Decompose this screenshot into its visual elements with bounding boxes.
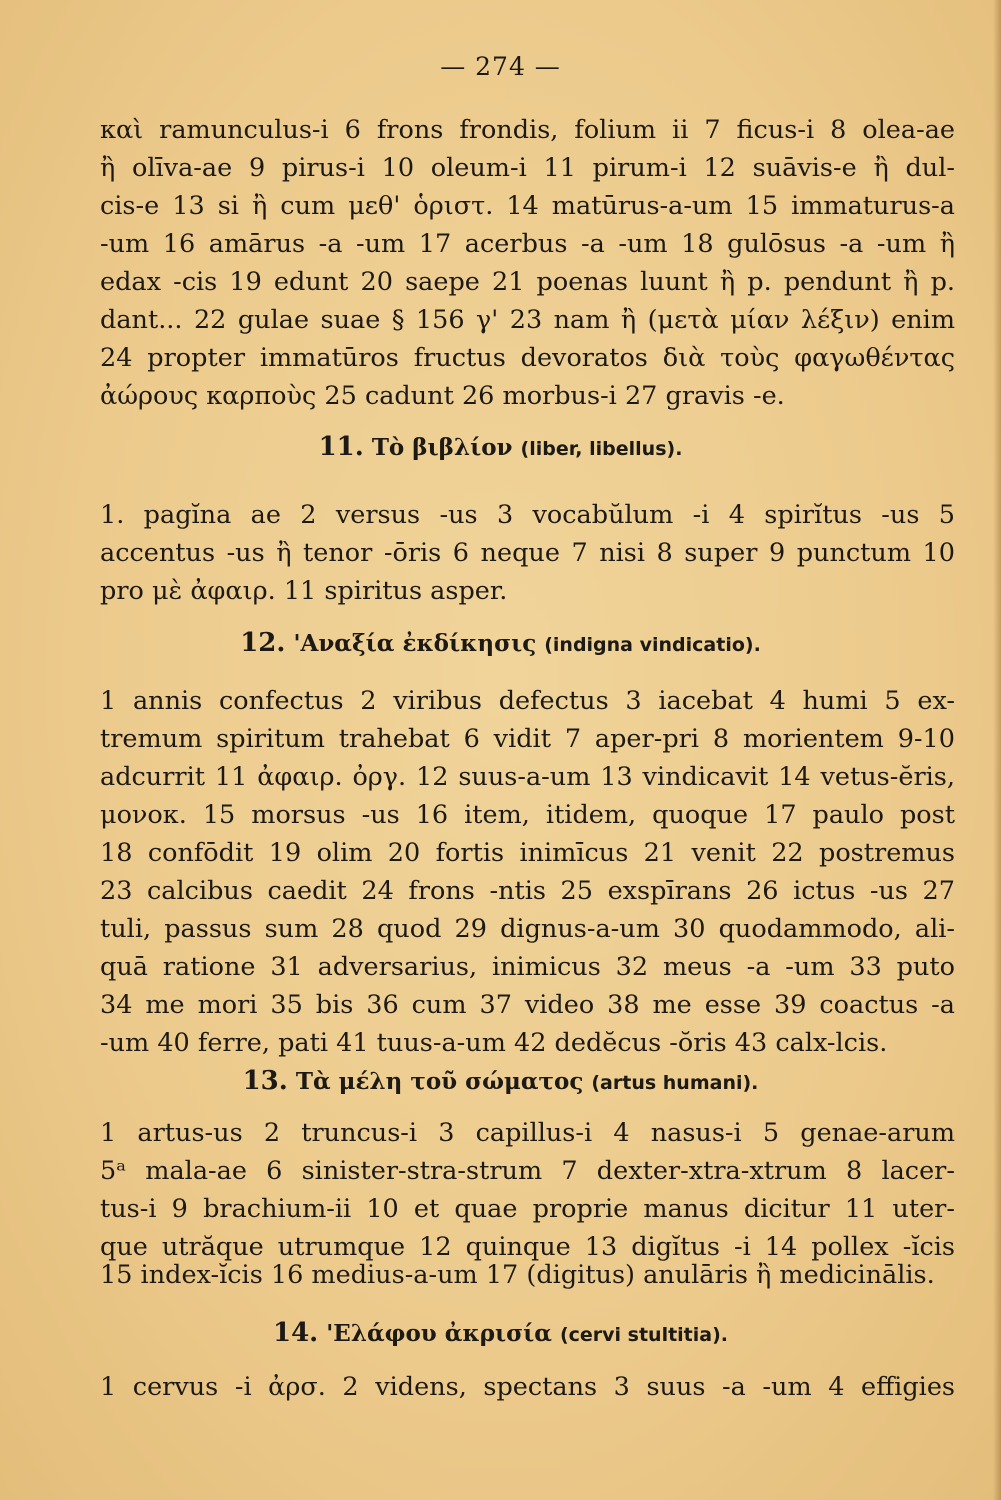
text-line: tuli, passus sum 28 quod 29 dignus-a-um 30 quodammodo, ali- xyxy=(100,914,955,944)
text-line: -um 16 amārus -a -um 17 acerbus -a -um 18 gulōsus -a -um ἢ xyxy=(100,229,955,259)
section-number: 11. xyxy=(318,432,364,462)
section-latin-title: (cervi stultitia). xyxy=(559,1324,728,1346)
section-number: 14. xyxy=(273,1318,319,1348)
text-line: adcurrit 11 ἀφαιρ. ὀργ. 12 suus-a-um 13 vindicavit 14 vetus-ĕris, xyxy=(100,762,955,792)
text-line: ἀώρους καρποὺς 25 cadunt 26 morbus-i 27 gravis -e. xyxy=(100,381,785,411)
section-heading-12 xyxy=(0,628,1001,658)
section-greek-title: 'Αναξία ἐκδίκησις xyxy=(293,630,537,657)
text-line: 1 annis confectus 2 viribus defectus 3 iacebat 4 humi 5 ex- xyxy=(100,686,955,716)
section-number: 12. xyxy=(240,628,286,658)
text-line: καὶ ramunculus-i 6 frons frondis, folium ii 7 ficus-i 8 olea-ae xyxy=(100,115,955,145)
text-line: tus-i 9 brachium-ii 10 et quae proprie manus dicitur 11 uter- xyxy=(100,1194,955,1224)
text-line: -um 40 ferre, pati 41 tuus-a-um 42 dedĕcus -ŏris 43 calx-lcis. xyxy=(100,1028,888,1058)
section-latin-title: (indigna vindicatio). xyxy=(544,634,761,656)
text-line: 1 cervus -i ἀρσ. 2 videns, spectans 3 suus -a -um 4 effigies xyxy=(100,1372,955,1402)
section-heading-11 xyxy=(0,432,1001,462)
text-line: que utrăque utrumque 12 quinque 13 digĭtus -i 14 pollex -ĭcis xyxy=(100,1232,955,1262)
text-line: 24 propter immatūros fructus devoratos διὰ τοὺς φαγωθέντας xyxy=(100,343,955,373)
text-line: μονοκ. 15 morsus -us 16 item, itidem, quoque 17 paulo post xyxy=(100,800,955,830)
text-line: dant... 22 gulae suae § 156 γ' 23 nam ἢ (μετὰ μίαν λέξιν) enim xyxy=(100,305,955,335)
text-line: 1 artus-us 2 truncus-i 3 capillus-i 4 nasus-i 5 genae-arum xyxy=(100,1118,955,1148)
text-line: 34 me mori 35 bis 36 cum 37 video 38 me esse 39 coactus -a xyxy=(100,990,955,1020)
section-heading-14 xyxy=(0,1318,1001,1348)
text-line: edax -cis 19 edunt 20 saepe 21 poenas luunt ἢ p. pendunt ἢ p. xyxy=(100,267,955,297)
section-heading-13 xyxy=(0,1066,1001,1096)
text-line: cis-e 13 si ἢ cum μεθ' ὁριστ. 14 matūrus-a-um 15 immaturus-a xyxy=(100,191,955,221)
section-latin-title: (liber, libellus). xyxy=(520,438,683,460)
text-line: 15 index-ĭcis 16 medius-a-um 17 (digitus) anulāris ἢ medicinālis. xyxy=(100,1260,935,1290)
section-number: 13. xyxy=(242,1066,288,1096)
page-number: — 274 — xyxy=(440,52,561,81)
text-line: 5ᵃ mala-ae 6 sinister-stra-strum 7 dexter-xtra-xtrum 8 lacer- xyxy=(100,1156,955,1186)
text-line: pro μὲ ἀφαιρ. 11 spiritus asper. xyxy=(100,576,508,606)
text-line: 23 calcibus caedit 24 frons -ntis 25 exspīrans 26 ictus -us 27 xyxy=(100,876,955,906)
text-line: 18 confōdit 19 olim 20 fortis inimīcus 21 venit 22 postremus xyxy=(100,838,955,868)
section-greek-title: Τὰ μέλη τοῦ σώματος xyxy=(295,1068,584,1095)
page-edge-shadow xyxy=(993,0,1001,1500)
text-line: tremum spiritum trahebat 6 vidit 7 aper-pri 8 morientem 9-10 xyxy=(100,724,955,754)
section-greek-title: Τὸ βιβλίον xyxy=(371,434,513,461)
section-greek-title: 'Ελάφου ἀκρισία xyxy=(326,1320,552,1347)
text-line: accentus -us ἢ tenor -ōris 6 neque 7 nisi 8 super 9 punctum 10 xyxy=(100,538,955,568)
text-line: 1. pagĭna ae 2 versus -us 3 vocabŭlum -i 4 spirĭtus -us 5 xyxy=(100,500,955,530)
text-line: ἢ olīva-ae 9 pirus-i 10 oleum-i 11 pirum-i 12 suāvis-e ἢ dul- xyxy=(100,153,955,183)
text-line: quā ratione 31 adversarius, inimicus 32 meus -a -um 33 puto xyxy=(100,952,955,982)
section-latin-title: (artus humani). xyxy=(591,1072,759,1094)
